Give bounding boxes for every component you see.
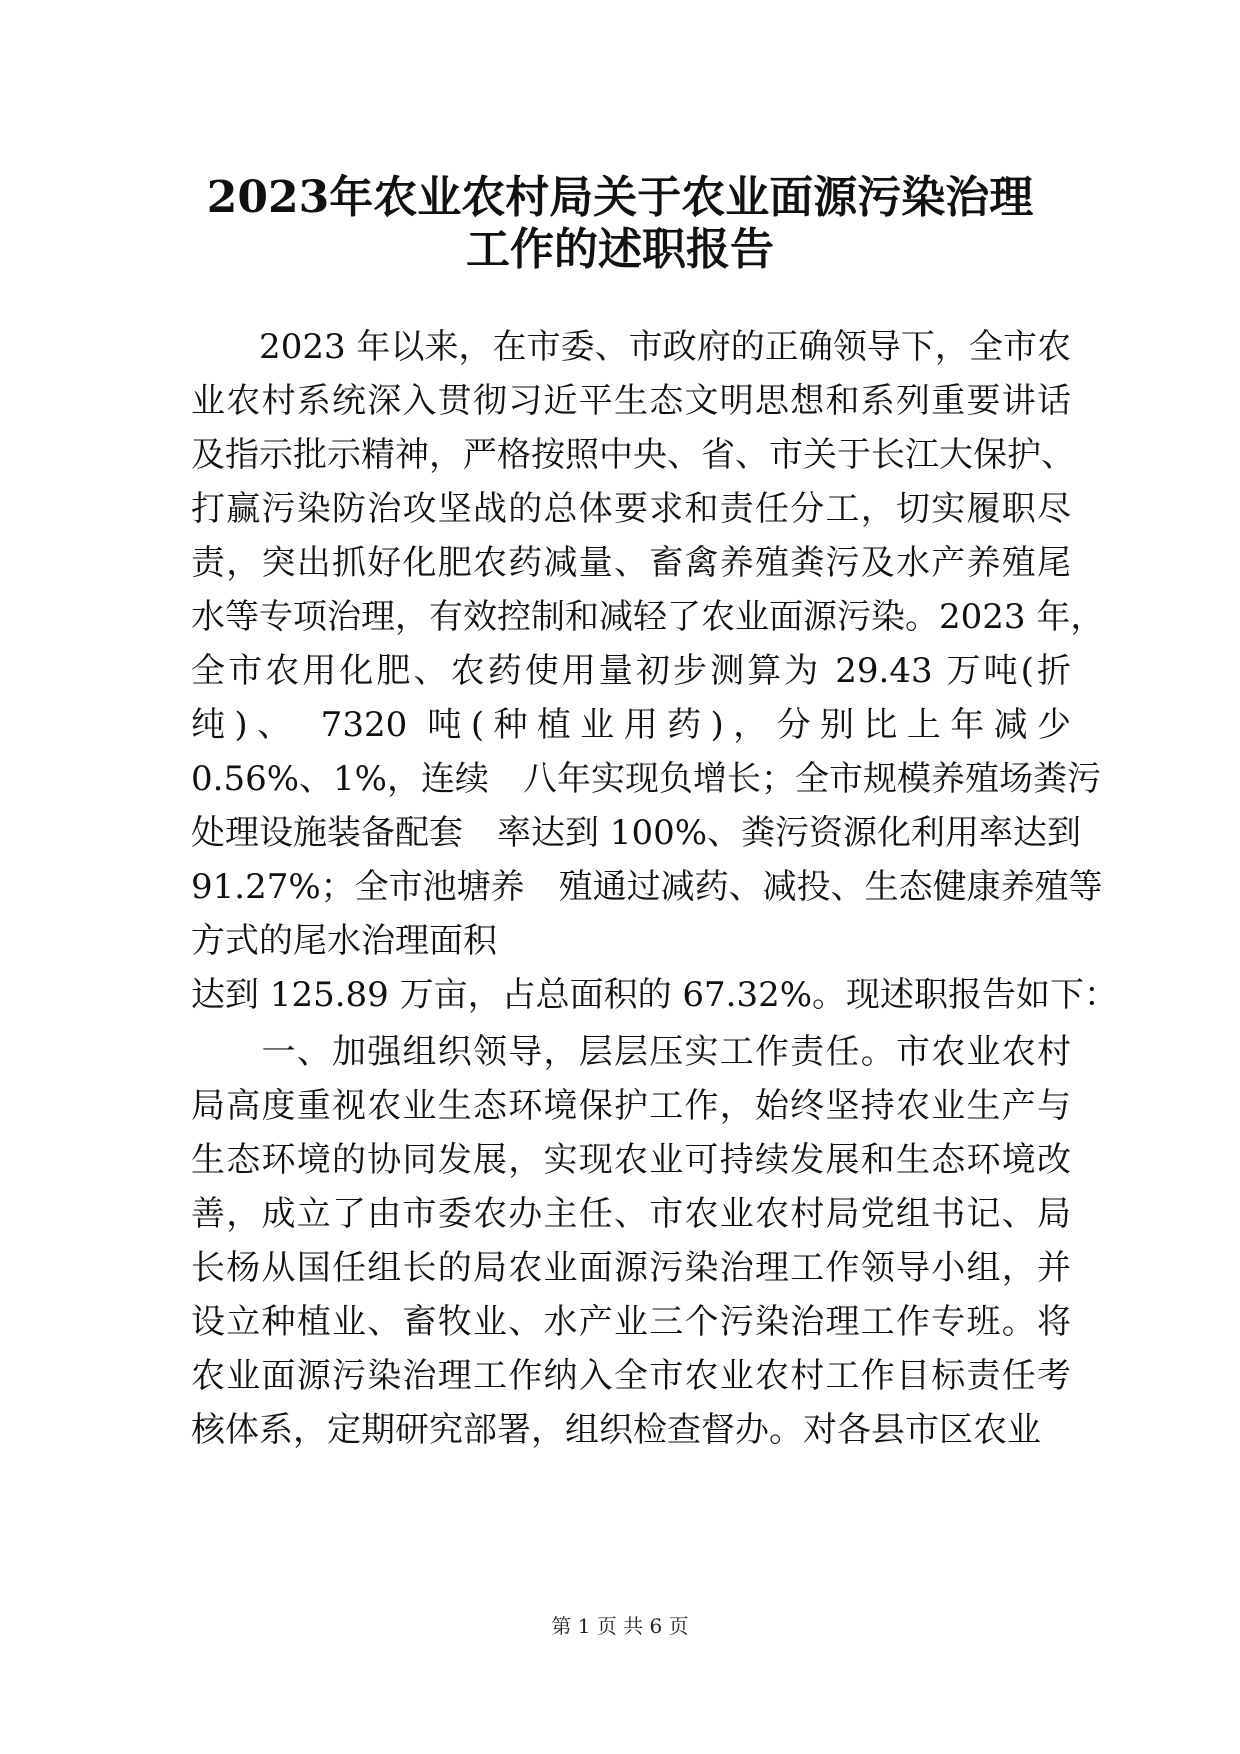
- text-line: 善，成立了由市委农办主任、市农业农村局党组书记、局: [191, 1194, 1071, 1234]
- text-line: 91.27%；全市池塘养 殖通过减药、减投、生态健康养殖等: [191, 867, 1103, 907]
- text-line: 局高度重视农业生态环境保护工作，始终坚持农业生产与: [191, 1086, 1071, 1126]
- document-title: [170, 172, 1070, 276]
- text-line: 一、加强组织领导，层层压实工作责任。市农业农村: [191, 1032, 1071, 1072]
- text-line: 责，突出抓好化肥农药减量、畜禽养殖粪污及水产养殖尾: [191, 543, 1071, 583]
- text-line: 方式的尾水治理面积: [191, 921, 497, 961]
- title-line: 工作的述职报告: [466, 224, 774, 275]
- text-line: 全市农用化肥、农药使用量初步测算为 29.43 万吨(折: [191, 651, 1071, 691]
- text-line: 达到 125.89 万亩，占总面积的 67.32%。现述职报告如下：: [191, 975, 1119, 1015]
- text-line: 纯)、 7320 吨(种植业用药)，分别比上年减少: [191, 705, 1071, 745]
- paragraph-intro: [191, 320, 1119, 1022]
- text-line: 水等专项治理，有效控制和减轻了农业面源污染。2023 年，: [191, 597, 1105, 637]
- text-line: 农业面源污染治理工作纳入全市农业农村工作目标责任考: [191, 1356, 1071, 1396]
- text-line: 设立种植业、畜牧业、水产业三个污染治理工作专班。将: [191, 1302, 1071, 1342]
- text-line: 核体系，定期研究部署，组织检查督办。对各县市区农业: [191, 1410, 1041, 1450]
- text-line: 打赢污染防治攻坚战的总体要求和责任分工，切实履职尽: [191, 489, 1071, 529]
- text-line: 业农村系统深入贯彻习近平生态文明思想和系列重要讲话: [191, 381, 1071, 421]
- text-line: 生态环境的协同发展，实现农业可持续发展和生态环境改: [191, 1140, 1071, 1180]
- text-line: 2023 年以来，在市委、市政府的正确领导下，全市农: [191, 327, 1071, 367]
- text-line: 及指示批示精神，严格按照中央、省、市关于长江大保护、: [191, 435, 1075, 475]
- text-line: 处理设施装备配套 率达到 100%、粪污资源化利用率达到: [191, 813, 1082, 853]
- paragraph-section-one: [191, 1025, 1071, 1457]
- page-number-footer: 第 1 页 共 6 页: [551, 1614, 689, 1638]
- title-line: 2023年农业农村局关于农业面源污染治理: [206, 172, 1034, 223]
- text-line: 长杨从国任组长的局农业面源污染治理工作领导小组，并: [191, 1248, 1071, 1288]
- text-line: 0.56%、1%，连续 八年实现负增长；全市规模养殖场粪污: [191, 759, 1101, 799]
